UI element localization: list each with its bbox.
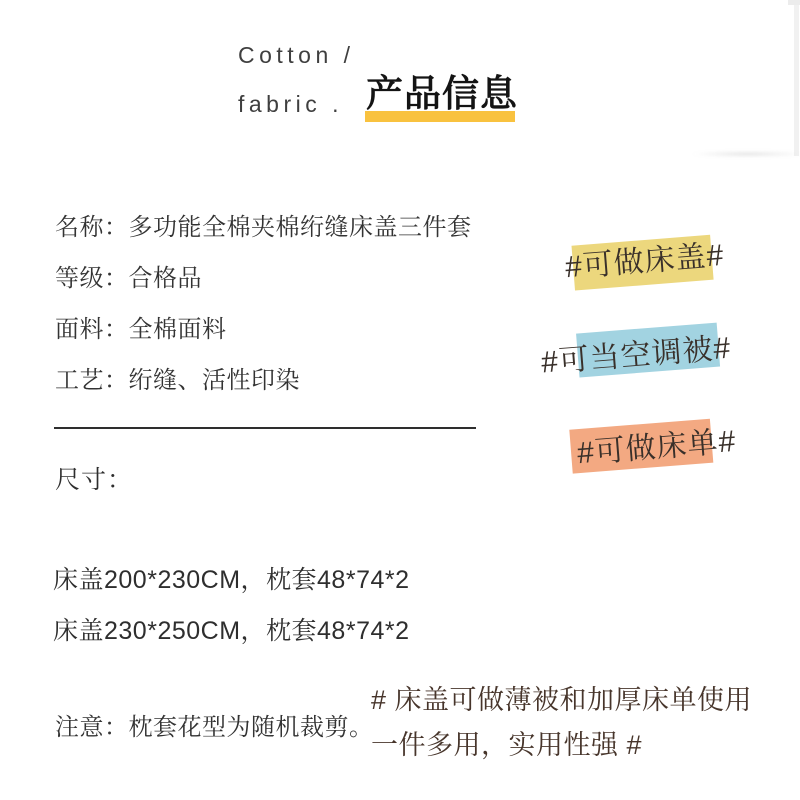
promo-line-2: 一件多用，实用性强 # bbox=[371, 730, 643, 760]
note-text: 注意：枕套花型为随机裁剪。 bbox=[55, 714, 374, 741]
page-edge-strip bbox=[794, 0, 799, 156]
page-edge-notch bbox=[788, 0, 800, 5]
brand-text-line2: fabric . bbox=[238, 91, 344, 117]
size-heading: 尺寸： bbox=[55, 466, 134, 494]
divider-line bbox=[54, 427, 476, 429]
tag-text: #可做床单# bbox=[575, 424, 738, 471]
size-line: 床盖230*250CM，枕套48*74*2 bbox=[53, 617, 410, 645]
promo-line-1: # 床盖可做薄被和加厚床单使用 bbox=[371, 685, 753, 715]
page-title-wrap bbox=[366, 74, 518, 114]
tag-ac-quilt bbox=[540, 330, 733, 383]
detail-row-name: 名称：多功能全棉夹棉绗缝床盖三件套 bbox=[55, 214, 472, 241]
page-title: 产品信息 bbox=[366, 73, 518, 114]
promo-block bbox=[371, 685, 752, 760]
detail-row-grade: 等级：合格品 bbox=[55, 265, 202, 292]
detail-row-craft: 工艺：绗缝、活性印染 bbox=[55, 367, 300, 394]
detail-row-fabric: 面料：全棉面料 bbox=[55, 316, 227, 343]
size-line: 床盖200*230CM，枕套48*74*2 bbox=[53, 566, 410, 594]
tag-bed-cover bbox=[564, 237, 726, 287]
tag-text: #可当空调被# bbox=[539, 331, 733, 380]
brand-text-line1: Cotton / bbox=[238, 42, 355, 68]
tag-text: #可做床盖# bbox=[563, 238, 726, 285]
tag-bed-sheet bbox=[576, 423, 738, 473]
page-edge-shadow bbox=[692, 151, 800, 157]
